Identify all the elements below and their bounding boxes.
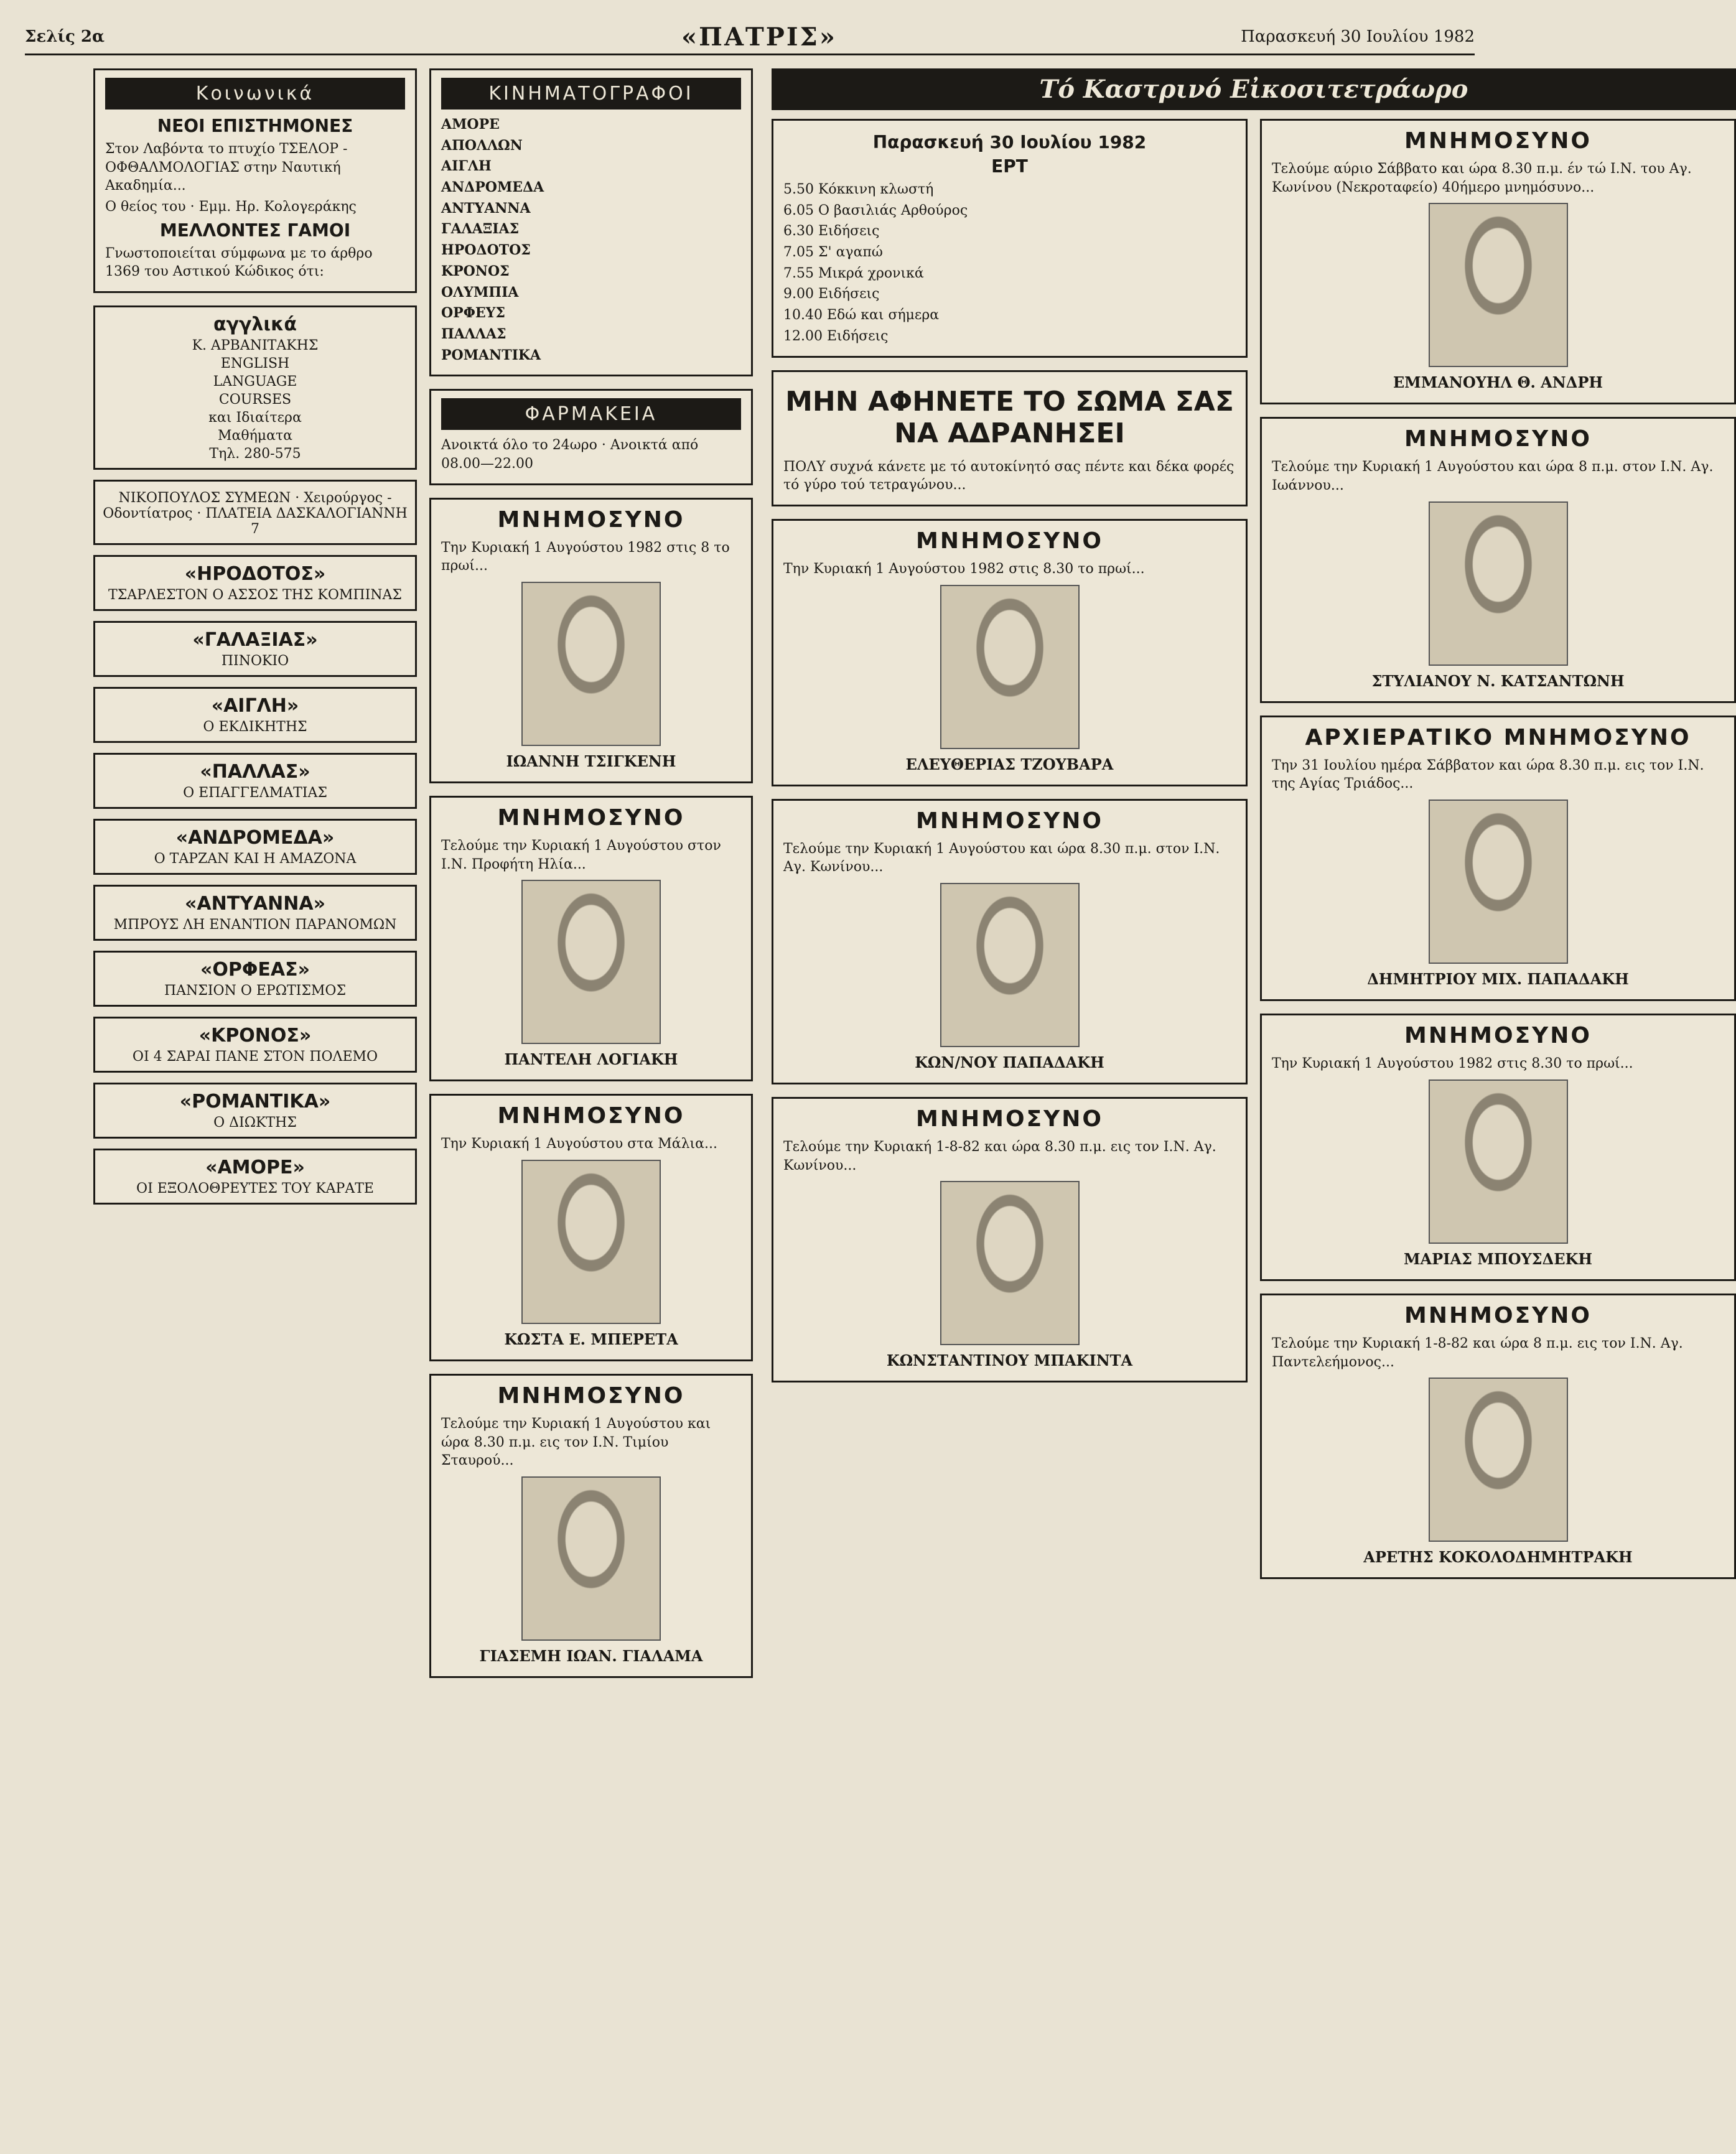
cinema-ad: [93, 819, 417, 875]
memorial-title: ΜΝΗΜΟΣΥΝΟ: [497, 1103, 685, 1129]
cinema-ad-title: «ΑΝΔΡΟΜΕΔΑ»: [175, 827, 335, 849]
society-sign: Ο θείος του · Εμμ. Ηρ. Κολογεράκης: [105, 199, 357, 215]
pharmacy-text: Ανοικτά όλο το 24ωρο · Ανοικτά από 08.00—22.00: [441, 437, 699, 472]
memorial-notice: [429, 498, 753, 783]
memorial-notice: [772, 519, 1248, 786]
cinema-ad: [93, 621, 417, 677]
cinema-ad-film: Ο ΔΙΩΚΤΗΣ: [213, 1115, 297, 1131]
cinema-ad-film: Ο ΤΑΡΖΑΝ ΚΑΙ Η ΑΜΑΖΟΝΑ: [154, 851, 357, 867]
memorial-photo: [1429, 203, 1568, 367]
society-section: [93, 68, 417, 293]
memorial-notice: [429, 1374, 753, 1678]
society-text: Στον Λαβόντα το πτυχίο ΤΣΕΛΟΡ - ΟΦΘΑΛΜΟΛΟΓΙΑΣ στην Ναυτική Ακαδημία...: [105, 141, 348, 194]
memorial-name: ΣΤΥΛΙΑΝΟΥ Ν. ΚΑΤΣΑΝΤΩΝΗ: [1371, 671, 1625, 690]
memorial-title: ΜΝΗΜΟΣΥΝΟ: [916, 528, 1103, 554]
memorial-text: Τελούμε την Κυριακή 1 Αυγούστου και ώρα 8 π.μ. στον Ι.Ν. Αγ. Ιωάννου...: [1272, 459, 1714, 494]
cinema-item: ΠΑΛΛΑΣ: [441, 325, 506, 342]
article: [772, 370, 1248, 506]
dentist-text: ΝΙΚΟΠΟΥΛΟΣ ΣΥΜΕΩΝ · Χειρούργος - Οδοντίατρος · ΠΛΑΤΕΙΑ ΔΑΣΚΑΛΟΓΙΑΝΝΗ 7: [103, 490, 408, 538]
cinema-item: ΟΡΦΕΥΣ: [441, 305, 505, 322]
cinema-ad-title: «ΑΝΤΥΑΝΝΑ»: [185, 893, 325, 915]
middle-column: [429, 68, 753, 1690]
memorial-photo: [1429, 800, 1568, 964]
article-title: ΜΗΝ ΑΦΗΝΕΤΕ ΤΟ ΣΩΜΑ ΣΑΣ ΝΑ ΑΔΡΑΝΗΣΕΙ: [785, 385, 1234, 449]
memorial-text: Την 31 Ιουλίου ημέρα Σάββατον και ώρα 8.30 π.μ. εις τον Ι.Ν. της Αγίας Τριάδος...: [1272, 757, 1704, 792]
society-title: Κοινωνικά: [105, 78, 405, 110]
cinema-ad: [93, 951, 417, 1007]
memorial-title: ΜΝΗΜΟΣΥΝΟ: [916, 808, 1103, 834]
page-header: [25, 19, 1475, 55]
memorial-name: ΚΩΝΣΤΑΝΤΙΝΟΥ ΜΠΑΚΙΝΤΑ: [886, 1351, 1133, 1370]
right-left-memorials: [772, 519, 1248, 1382]
english-ad: [93, 305, 417, 470]
english-title: αγγλικά: [213, 314, 297, 336]
memorial-text: Τελούμε την Κυριακή 1-8-82 και ώρα 8.30 π.μ. εις τον Ι.Ν. Αγ. Κωνίνου...: [783, 1139, 1216, 1173]
left-column: [93, 68, 417, 1215]
memorial-title: ΜΝΗΜΟΣΥΝΟ: [916, 1106, 1103, 1132]
memorial-name: ΕΜΜΑΝΟΥΗΛ Θ. ΑΝΔΡΗ: [1393, 373, 1603, 392]
memorial-text: Την Κυριακή 1 Αυγούστου 1982 στις 8.30 το πρωί...: [1272, 1056, 1633, 1072]
cinema-ad-title: «ΡΟΜΑΝΤΙΚΑ»: [179, 1091, 331, 1113]
cinema-item: ΗΡΟΔΟΤΟΣ: [441, 242, 531, 259]
memorial-photo: [521, 880, 661, 1044]
cinema-ad-title: «ΓΑΛΑΞΙΑΣ»: [192, 629, 318, 651]
cinema-ad-film: Ο ΕΠΑΓΓΕΛΜΑΤΙΑΣ: [183, 785, 327, 801]
memorial-name: ΓΙΑΣΕΜΗ ΙΩΑΝ. ΓΙΑΛΑΜΑ: [479, 1647, 703, 1666]
cinema-ad-film: ΜΠΡΟΥΣ ΛΗ ΕΝΑΝΤΙΟΝ ΠΑΡΑΝΟΜΩΝ: [113, 917, 397, 933]
memorial-photo: [1429, 1378, 1568, 1542]
memorial-name: ΜΑΡΙΑΣ ΜΠΟΥΣΔΕΚΗ: [1403, 1249, 1593, 1268]
cinema-item: ΑΝΔΡΟΜΕΔΑ: [441, 179, 544, 196]
tv-item: 5.50 Κόκκινη κλωστή: [783, 182, 934, 197]
english-line: και Ιδιαίτερα: [208, 410, 302, 426]
memorial-title: ΜΝΗΜΟΣΥΝΟ: [1404, 1023, 1592, 1049]
cinema-ad: [93, 1149, 417, 1205]
memorial-name: ΠΑΝΤΕΛΗ ΛΟΓΙΑΚΗ: [504, 1050, 678, 1069]
memorial-photo: [1429, 501, 1568, 666]
memorial-name: ΑΡΕΤΗΣ ΚΟΚΟΛΟΔΗΜΗΤΡΑΚΗ: [1363, 1548, 1633, 1567]
memorial-name: ΚΩΣΤΑ Ε. ΜΠΕΡΕΤΑ: [504, 1330, 678, 1349]
memorial-photo: [521, 1160, 661, 1324]
cinema-ad: [93, 1083, 417, 1139]
cinema-ad-film: Ο ΕΚΔΙΚΗΤΗΣ: [203, 719, 307, 735]
memorial-notice: [429, 1094, 753, 1361]
english-line: Κ. ΑΡΒΑΝΙΤΑΚΗΣ: [192, 338, 319, 354]
cinema-ad: [93, 885, 417, 941]
memorial-title: ΜΝΗΜΟΣΥΝΟ: [1404, 1302, 1592, 1328]
cinema-ad-film: ΤΣΑΡΛΕΣΤΟΝ Ο ΑΣΣΟΣ ΤΗΣ ΚΟΜΠΙΝΑΣ: [108, 587, 402, 604]
cinema-ad-title: «ΠΑΛΛΑΣ»: [200, 761, 310, 783]
memorial-notice: [772, 1097, 1248, 1382]
memorial-photo: [521, 1476, 661, 1641]
tv-item: 6.30 Ειδήσεις: [783, 223, 880, 240]
tv-item: 7.55 Μικρά χρονικά: [783, 265, 924, 281]
cinema-section: [429, 68, 753, 376]
tv-title: Παρασκευή 30 Ιουλίου 1982: [872, 132, 1147, 152]
cinema-item: ΑΝΤΥΑΝΝΑ: [441, 200, 531, 217]
memorial-title: ΜΝΗΜΟΣΥΝΟ: [1404, 128, 1592, 154]
right-left: [772, 119, 1248, 1592]
tv-list: [783, 180, 1236, 346]
cinema-item: ΑΜΟΡΕ: [441, 116, 500, 133]
memorial-photo: [940, 585, 1080, 749]
memorial-notice: [1260, 417, 1736, 702]
middle-memorials: [429, 498, 753, 1679]
cinema-ad-film: ΠΑΝΣΙΟΝ Ο ΕΡΩΤΙΣΜΟΣ: [164, 983, 346, 999]
cinema-item: ΑΙΓΛΗ: [441, 158, 492, 175]
tv-sub: ΕΡΤ: [991, 156, 1028, 177]
memorial-text: Τελούμε αύριο Σάββατο και ώρα 8.30 π.μ. έν τώ Ι.Ν. του Αγ. Κωνίνου (Νεκροταφείο) 40ήμερο μνημόσυνο...: [1272, 161, 1692, 195]
society-subtitle: ΝΕΟΙ ΕΠΙΣΤΗΜΟΝΕΣ: [157, 116, 353, 136]
memorial-title: ΜΝΗΜΟΣΥΝΟ: [497, 805, 685, 831]
cinema-ad-title: «ΚΡΟΝΟΣ»: [198, 1025, 312, 1047]
memorial-notice: [772, 799, 1248, 1084]
memorial-name: ΕΛΕΥΘΕΡΙΑΣ ΤΖΟΥΒΑΡΑ: [905, 755, 1114, 773]
memorial-photo: [940, 1181, 1080, 1345]
memorial-text: Την Κυριακή 1 Αυγούστου 1982 στις 8 το πρωί...: [441, 539, 730, 574]
tv-item: 9.00 Ειδήσεις: [783, 286, 880, 302]
page-number: Σελίς 2α: [25, 27, 105, 46]
cinema-ad: [93, 753, 417, 809]
memorial-notice: [1260, 119, 1736, 404]
memorial-photo: [1429, 1079, 1568, 1244]
memorial-text: Τελούμε την Κυριακή 1 Αυγούστου στον Ι.Ν. Προφήτη Ηλία...: [441, 838, 721, 872]
english-line: LANGUAGE: [213, 374, 297, 390]
memorial-title: ΜΝΗΜΟΣΥΝΟ: [497, 506, 685, 533]
right-right-memorials: [1260, 119, 1736, 1592]
memorial-name: ΚΩΝ/ΝΟΥ ΠΑΠΑΔΑΚΗ: [915, 1053, 1104, 1071]
memorial-text: Τελούμε την Κυριακή 1 Αυγούστου και ώρα 8.30 π.μ. εις τον Ι.Ν. Τιμίου Σταυρού...: [441, 1416, 711, 1469]
tv-item: 6.05 Ο βασιλιάς Αρθούρος: [783, 202, 968, 218]
cinema-ad: [93, 555, 417, 611]
english-line: ENGLISH: [220, 356, 290, 372]
memorial-text: Τελούμε την Κυριακή 1-8-82 και ώρα 8 π.μ. εις τον Ι.Ν. Αγ. Παντελεήμονος...: [1272, 1335, 1683, 1370]
page-date: Παρασκευή 30 Ιουλίου 1982: [1241, 27, 1475, 46]
memorial-name: ΔΗΜΗΤΡΙΟΥ ΜΙΧ. ΠΑΠΑΔΑΚΗ: [1367, 970, 1629, 989]
memorial-notice: [1260, 1294, 1736, 1579]
english-line: COURSES: [218, 392, 292, 408]
cinema-item: ΚΡΟΝΟΣ: [441, 263, 510, 279]
memorial-text: Την Κυριακή 1 Αυγούστου στα Μάλια...: [441, 1136, 718, 1152]
article-text: ΠΟΛΥ συχνά κάνετε με τό αυτοκίνητό σας πέντε και δέκα φορές τό γύρο τού τετραγώνου...: [783, 459, 1234, 493]
cinema-ad-title: «ΑΜΟΡΕ»: [205, 1157, 305, 1179]
memorial-photo: [940, 883, 1080, 1047]
cinema-ad-film: ΟΙ 4 ΣΑΡΑΙ ΠΑΝΕ ΣΤΟΝ ΠΟΛΕΜΟ: [132, 1049, 378, 1065]
memorial-notice: [429, 796, 753, 1081]
tv-banner: Τό Καστρινό Εἰκοσιτετράωρο: [772, 68, 1736, 110]
memorial-title: ΜΝΗΜΟΣΥΝΟ: [1404, 426, 1592, 452]
cinema-item: ΟΛΥΜΠΙΑ: [441, 284, 519, 301]
memorial-title: ΑΡΧΙΕΡΑΤΙΚΟ ΜΝΗΜΟΣΥΝΟ: [1305, 724, 1691, 750]
cinema-list: [441, 116, 741, 365]
cinema-ad-film: ΟΙ ΕΞΟΛΟΘΡΕΥΤΕΣ ΤΟΥ ΚΑΡΑΤΕ: [136, 1181, 374, 1197]
right-area: [772, 68, 1736, 1592]
english-line: Τηλ. 280-575: [209, 446, 301, 462]
cinema-ad-film: ΠΙΝΟΚΙΟ: [221, 653, 289, 669]
pharmacy-title: ΦΑΡΜΑΚΕΙΑ: [441, 398, 741, 430]
english-line: Μαθήματα: [218, 428, 292, 444]
memorial-notice: [1260, 1014, 1736, 1281]
cinema-item: ΡΟΜΑΝΤΙΚΑ: [441, 347, 541, 363]
pharmacy-section: [429, 389, 753, 485]
tv-item: 10.40 Εδώ και σήμερα: [783, 307, 940, 324]
future-title: ΜΕΛΛΟΝΤΕΣ ΓΑΜΟΙ: [159, 220, 351, 241]
memorial-notice: [1260, 716, 1736, 1001]
cinema-ad: [93, 687, 417, 743]
memorial-text: Τελούμε την Κυριακή 1 Αυγούστου και ώρα 8.30 π.μ. στον Ι.Ν. Αγ. Κωνίνου...: [783, 841, 1220, 875]
memorial-title: ΜΝΗΜΟΣΥΝΟ: [497, 1383, 685, 1409]
cinema-ad-title: «ΟΡΦΕΑΣ»: [200, 959, 310, 981]
memorial-name: ΙΩΑΝΝΗ ΤΣΙΓΚΕΝΗ: [506, 752, 676, 770]
future-text: Γνωστοποιείται σύμφωνα με το άρθρο 1369 του Αστικού Κώδικος ότι:: [105, 245, 373, 280]
cinema-item: ΑΠΟΛΛΩΝ: [441, 137, 523, 154]
memorial-photo: [521, 582, 661, 746]
cinema-title: ΚΙΝΗΜΑΤΟΓΡΑΦΟΙ: [441, 78, 741, 110]
cinema-ad-title: «ΑΙΓΛΗ»: [211, 695, 299, 717]
tv-item: 7.05 Σ' αγαπώ: [783, 245, 883, 261]
tv-section: [772, 119, 1248, 358]
cinema-ad-title: «ΗΡΟΔΟΤΟΣ»: [184, 563, 326, 585]
dentist-ad: [93, 480, 417, 545]
cinema-ad: [93, 1017, 417, 1073]
cinema-item: ΓΑΛΑΞΙΑΣ: [441, 221, 520, 238]
newspaper-title: «ΠΑΤΡΙΣ»: [681, 22, 837, 52]
right-grid: [772, 119, 1736, 1592]
cinema-ads: [93, 555, 417, 1205]
tv-item: 12.00 Ειδήσεις: [783, 328, 889, 344]
memorial-text: Την Κυριακή 1 Αυγούστου 1982 στις 8.30 το πρωί...: [783, 561, 1145, 577]
